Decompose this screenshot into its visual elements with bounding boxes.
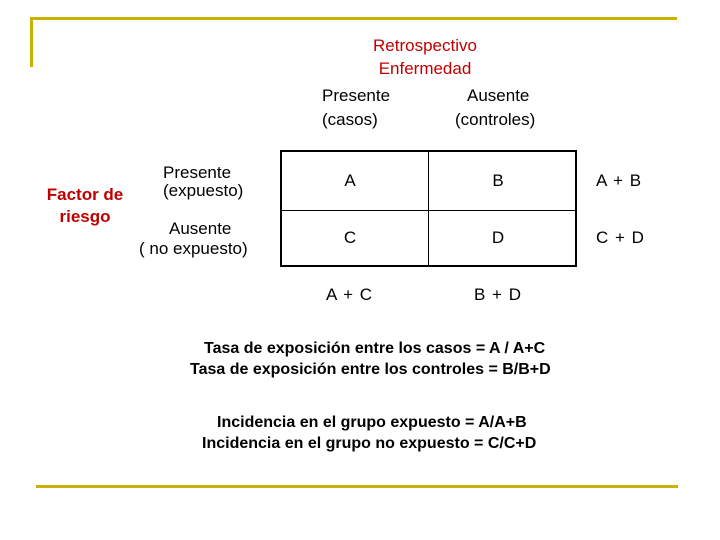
decorative-left-rule — [30, 17, 33, 67]
table-vertical-divider — [428, 152, 429, 265]
title-line1: Retrospectivo — [373, 36, 477, 55]
factor-de-riesgo-line2: riesgo — [59, 207, 111, 226]
cell-a: A — [344, 171, 356, 190]
contingency-table — [280, 150, 577, 267]
column-total-b-plus-d: B + D — [474, 285, 522, 304]
decorative-bottom-rule — [36, 485, 678, 488]
column-header-ausente: Ausente — [467, 86, 530, 105]
column-header-casos: (casos) — [322, 110, 378, 129]
column-total-a-plus-c: A + C — [326, 285, 374, 304]
title-line2: Enfermedad — [378, 59, 472, 78]
column-header-controles: (controles) — [455, 110, 536, 129]
row-total-a-plus-b: A + B — [596, 171, 643, 190]
cell-c: C — [343, 228, 357, 247]
column-header-presente: Presente — [322, 86, 391, 105]
formula-exposicion-controles: Tasa de exposición entre los controles = B/B+D — [190, 361, 551, 378]
formula-incidencia-expuesto: Incidencia en el grupo expuesto = A/A+B — [217, 414, 527, 431]
formula-incidencia-no-expuesto: Incidencia en el grupo no expuesto = C/C+D — [202, 435, 537, 452]
row-label-ausente: Ausente — [169, 219, 232, 238]
decorative-top-rule — [30, 17, 677, 20]
row-label-expuesto: (expuesto) — [163, 181, 244, 200]
row-label-presente: Presente — [163, 163, 232, 182]
factor-de-riesgo-line1: Factor de — [46, 185, 124, 204]
formula-exposicion-casos: Tasa de exposición entre los casos = A / A+C — [204, 340, 546, 357]
cell-b: B — [492, 171, 504, 190]
table-horizontal-divider — [282, 210, 575, 211]
cell-d: D — [491, 228, 505, 247]
row-label-no-expuesto: ( no expuesto) — [139, 239, 248, 258]
row-total-c-plus-d: C + D — [596, 228, 645, 247]
